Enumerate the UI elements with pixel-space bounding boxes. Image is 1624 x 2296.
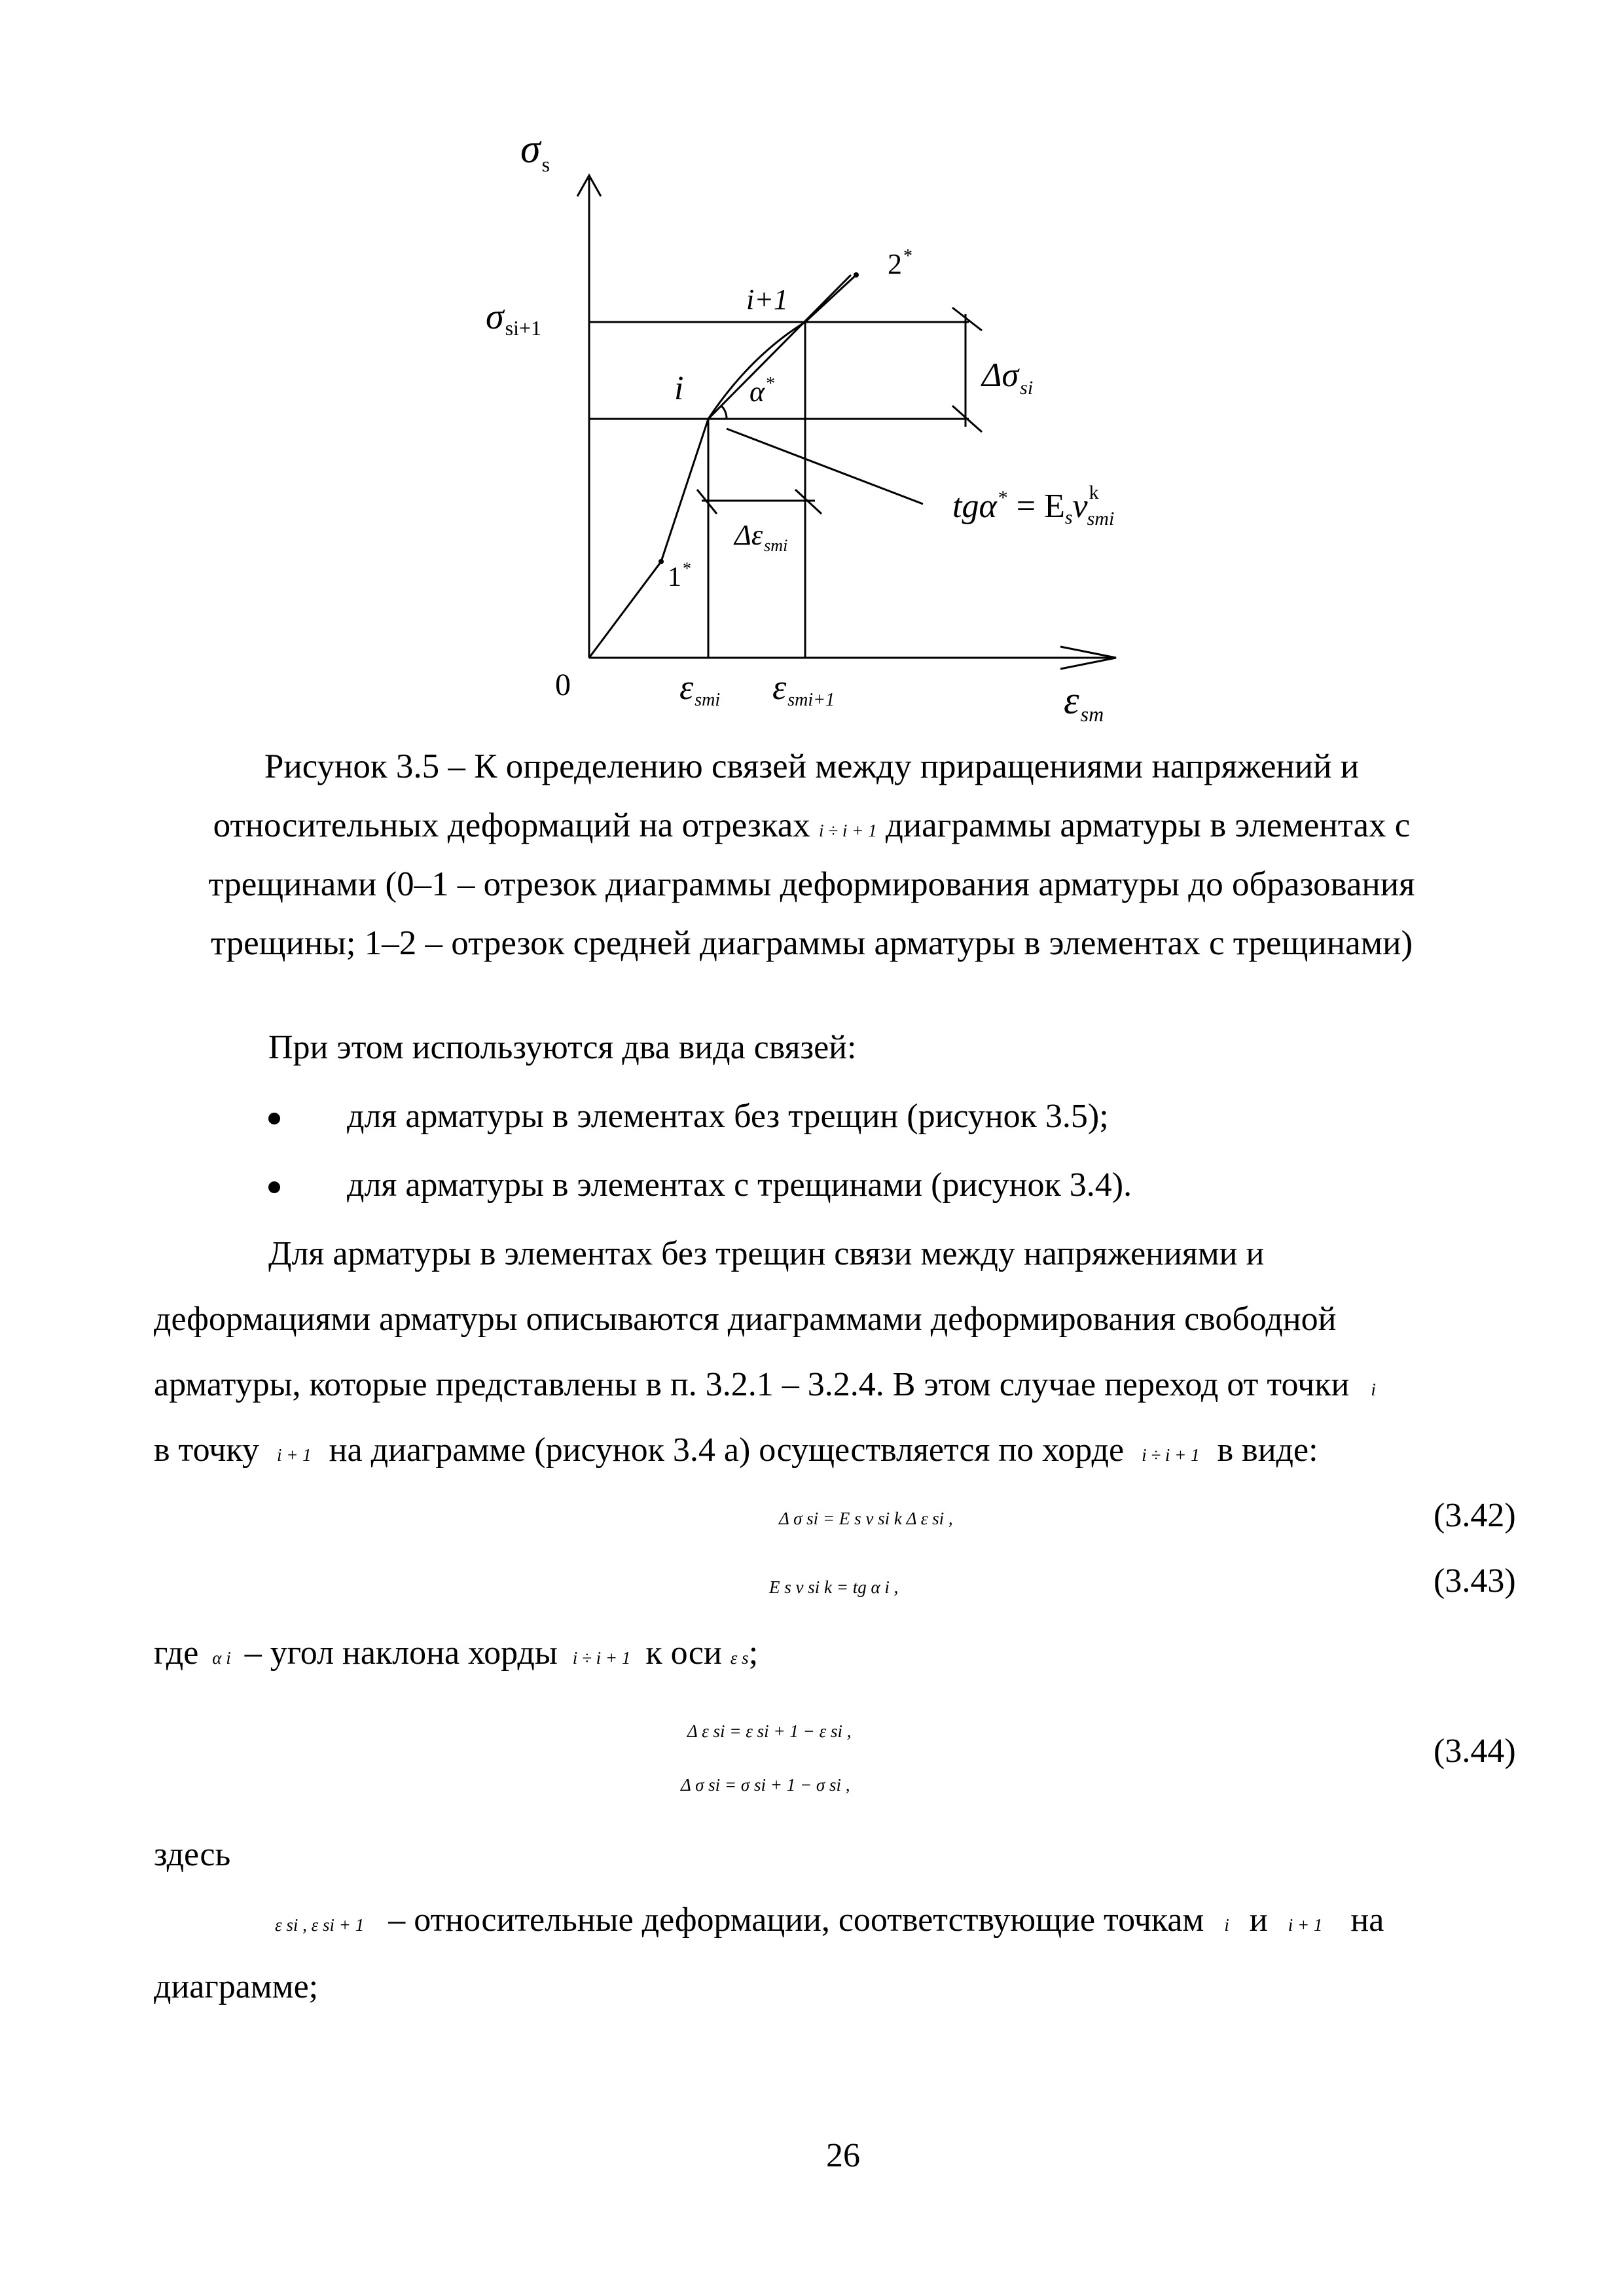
p2-l4-a: в точку <box>154 1431 259 1469</box>
bullet-item-1: для арматуры в элементах без трещин (рисунок 3.5); <box>347 1098 1109 1135</box>
where-alpha: α i <box>212 1648 231 1668</box>
figure-3-5 <box>0 0 1624 740</box>
definition-line-2: диаграмме; <box>154 1968 319 2005</box>
p2-l4-c: в виде: <box>1217 1431 1318 1469</box>
where-b: – угол наклона хорды <box>244 1634 558 1672</box>
caption-line-3: трещинами (0–1 – отрезок диаграммы деформирования арматуры до образования <box>208 865 1415 903</box>
p2-l4-b: на диаграмме (рисунок 3.4 а) осуществляется по хорде <box>329 1431 1125 1469</box>
definition-i1: i + 1 <box>1288 1915 1323 1935</box>
caption-line-2 <box>131 808 1492 843</box>
bullet-dot-1 <box>268 1113 280 1124</box>
equation-3-42: Δ σ si = E s ν si k Δ ε si , <box>779 1509 953 1528</box>
bullet-dot-2 <box>268 1181 280 1193</box>
equation-number-3-42: (3.42) <box>1434 1497 1516 1534</box>
caption-line-1: Рисунок 3.5 – К определению связей между приращениями напряжений и <box>264 747 1360 785</box>
equation-number-3-43: (3.43) <box>1434 1562 1516 1600</box>
origin-label: 0 <box>555 668 571 702</box>
tangent-leader <box>727 429 923 504</box>
definition-math: ε si , ε si + 1 <box>275 1915 365 1935</box>
paragraph-2-line-4 <box>154 1433 1318 1467</box>
eps-smi1-label: εsmi+1 <box>772 668 835 710</box>
definition-line <box>275 1903 1384 1937</box>
caption-line-2b: диаграммы арматуры в элементах с <box>885 806 1411 844</box>
bullet-item-2: для арматуры в элементах с трещинами (рисунок 3.4). <box>347 1166 1132 1204</box>
where-c: к оси <box>645 1634 722 1672</box>
paragraph-2-line-1: Для арматуры в элементах без трещин связи между напряжениями и <box>268 1235 1265 1272</box>
paragraph-2-line-2: деформациями арматуры описываются диаграммами деформирования свободной <box>154 1300 1337 1338</box>
y-axis-label: $\sigma_s$ <box>520 127 550 176</box>
point-2-label: 2* <box>888 246 912 280</box>
equation-3-44a: Δ ε si = ε si + 1 − ε si , <box>687 1721 852 1741</box>
point-i-label: i <box>674 370 684 407</box>
diagram-curve <box>589 419 708 658</box>
eps-smi-label: εsmi <box>679 668 721 710</box>
sigma-si1-label: σsi+1 <box>486 296 542 340</box>
p2-l3-math: i <box>1371 1380 1376 1399</box>
where-line <box>154 1636 758 1670</box>
delta-sigma-label: $\Delta\sigma_{si}$ <box>982 357 1034 399</box>
where-eps: ε s <box>730 1648 749 1668</box>
p2-l4-math-1: i + 1 <box>276 1445 312 1465</box>
definition-a: – относительные деформации, соответствующие точкам <box>388 1901 1204 1939</box>
point-i1-label: i+1 <box>746 283 788 315</box>
alpha-arc <box>721 406 727 419</box>
definition-i: i <box>1224 1915 1229 1935</box>
point-1-label: 1* <box>668 559 691 592</box>
where-math: i ÷ i + 1 <box>572 1648 631 1668</box>
equation-3-43: E s ν si k = tg α i , <box>769 1577 899 1597</box>
tg-formula-label: tgα* = Esν$^k$ smi <box>952 482 1115 529</box>
page-number: 26 <box>826 2137 860 2174</box>
p2-l3-text: арматуры, которые представлены в п. 3.2.1 – 3.2.4. В этом случае переход от точки <box>154 1366 1350 1403</box>
paragraph-2-line-3 <box>154 1368 1376 1402</box>
caption-math: i ÷ i + 1 <box>819 821 877 840</box>
zdes-line: здесь <box>154 1836 231 1873</box>
caption-line-4: трещины; 1–2 – отрезок средней диаграммы арматуры в элементах с трещинами) <box>210 924 1413 962</box>
where-d: ; <box>748 1634 759 1672</box>
equation-number-3-44: (3.44) <box>1434 1732 1516 1770</box>
definition-b: на <box>1350 1901 1384 1939</box>
paragraph-1: При этом используются два вида связей: <box>268 1029 857 1066</box>
where-a: где <box>154 1634 199 1672</box>
delta-eps-label: $\Delta\varepsilon_{smi}$ <box>734 519 788 555</box>
equation-3-44b: Δ σ si = σ si + 1 − σ si , <box>681 1775 850 1795</box>
x-axis-label: $\varepsilon_{sm}$ <box>1064 679 1104 726</box>
caption-line-2a: относительных деформаций на отрезках <box>213 806 810 844</box>
alpha-label: α* <box>749 374 776 408</box>
p2-l4-math-2: i ÷ i + 1 <box>1142 1445 1200 1465</box>
definition-and: и <box>1249 1901 1268 1939</box>
